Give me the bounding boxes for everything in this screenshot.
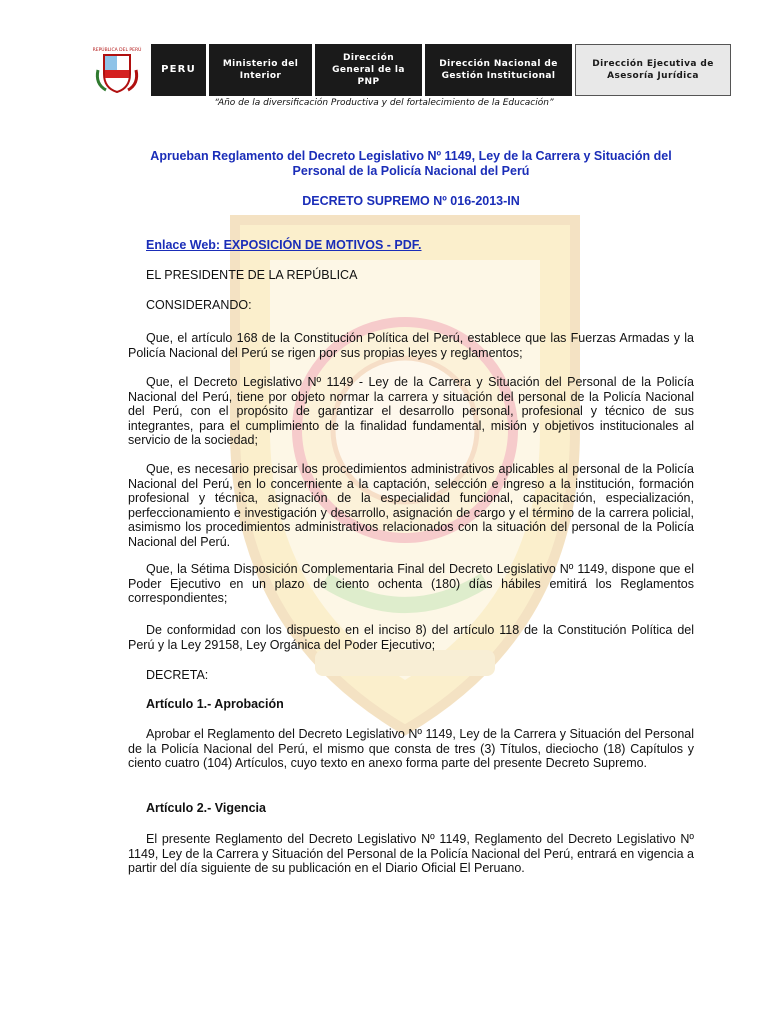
paragraph-3: Que, es necesario precisar los procedimientos administrativos aplicables al personal de la Policía Nacional del Perú, en lo concerniente a la captación, selección e ingreso a la institución, formación profesional y técnica, asignación de la especialidad funcional, capacitación, especialización, perfeccionamiento e investigación y desarrollo, asignación de cargo y el término de la carrera policial, asimismo los procedimientos administrativos relacionados con la situación del personal de la Policía Nacional del Perú. bbox=[128, 462, 694, 549]
decree-number: DECRETO SUPREMO Nº 016-2013-IN bbox=[302, 194, 520, 208]
paragraph-4: Que, la Sétima Disposición Complementaria Final del Decreto Legislativo Nº 1149, dispone que el Poder Ejecutivo en un plazo de ciento ochenta (180) días hábiles emitirá los Reglamentos correspondientes; bbox=[128, 562, 694, 605]
header-ministry: Ministerio del Interior bbox=[206, 44, 312, 96]
institutional-header bbox=[92, 44, 731, 96]
explanatory-motives-link[interactable]: Enlace Web: EXPOSICIÓN DE MOTIVOS - PDF. bbox=[146, 238, 422, 252]
header-national-directorate: Dirección Nacional de Gestión Institucional bbox=[422, 44, 572, 96]
article-2-title: Artículo 2.- Vigencia bbox=[146, 801, 266, 815]
document-title: Aprueban Reglamento del Decreto Legislativo Nº 1149, Ley de la Carrera y Situación del Personal de la Policía Nacional del Perú bbox=[150, 149, 672, 178]
year-motto: “Año de la diversificación Productiva y del fortalecimiento de la Educación” bbox=[214, 98, 554, 108]
header-legal-directorate: Dirección Ejecutiva de Asesoría Jurídica bbox=[575, 44, 731, 96]
header-peru: PERU bbox=[148, 44, 206, 96]
paragraph-1: Que, el artículo 168 de la Constitución Política del Perú, establece que las Fuerzas Armadas y la Policía Nacional del Perú se rigen por sus propias leyes y reglamentos; bbox=[128, 331, 694, 360]
header-general-directorate: Dirección General de la PNP bbox=[312, 44, 422, 96]
paragraph-2: Que, el Decreto Legislativo Nº 1149 - Ley de la Carrera y Situación del Personal de la Policía Nacional del Perú, tiene por objeto normar la carrera y situación del personal de la Policía Nacional del Perú, con el propósito de garantizar el desarrollo personal, profesional y técnico de sus integrantes, para el cumplimiento de la finalidad fundamental, misión y objetivos institucionales al servicio de la sociedad; bbox=[128, 375, 694, 447]
article-1-text: Aprobar el Reglamento del Decreto Legislativo Nº 1149, Ley de la Carrera y Situación del Personal de la Policía Nacional del Perú, el mismo que consta de tres (3) Títulos, dieciocho (18) Capítulos y ciento cuatro (104) Artículos, cuyo texto en anexo forma parte del presente Decreto Supremo. bbox=[128, 727, 694, 770]
national-coat-of-arms-icon bbox=[92, 44, 142, 96]
president-heading: EL PRESIDENTE DE LA REPÚBLICA bbox=[146, 268, 358, 282]
paragraph-5: De conformidad con los dispuesto en el inciso 8) del artículo 118 de la Constitución Política del Perú y la Ley 29158, Ley Orgánica del Poder Ejecutivo; bbox=[128, 623, 694, 652]
article-2-text: El presente Reglamento del Decreto Legislativo Nº 1149, Reglamento del Decreto Legislativo Nº 1149, Ley de la Carrera y Situación del Personal de la Policía Nacional del Perú, entrará en vigencia a partir del día siguiente de su publicación en el Diario Oficial El Peruano. bbox=[128, 832, 694, 875]
crest-label: REPÚBLICA DEL PERÚ bbox=[92, 48, 142, 53]
article-1-title: Artículo 1.- Aprobación bbox=[146, 697, 284, 711]
considering-heading: CONSIDERANDO: bbox=[146, 298, 252, 312]
decreta-heading: DECRETA: bbox=[146, 668, 209, 682]
